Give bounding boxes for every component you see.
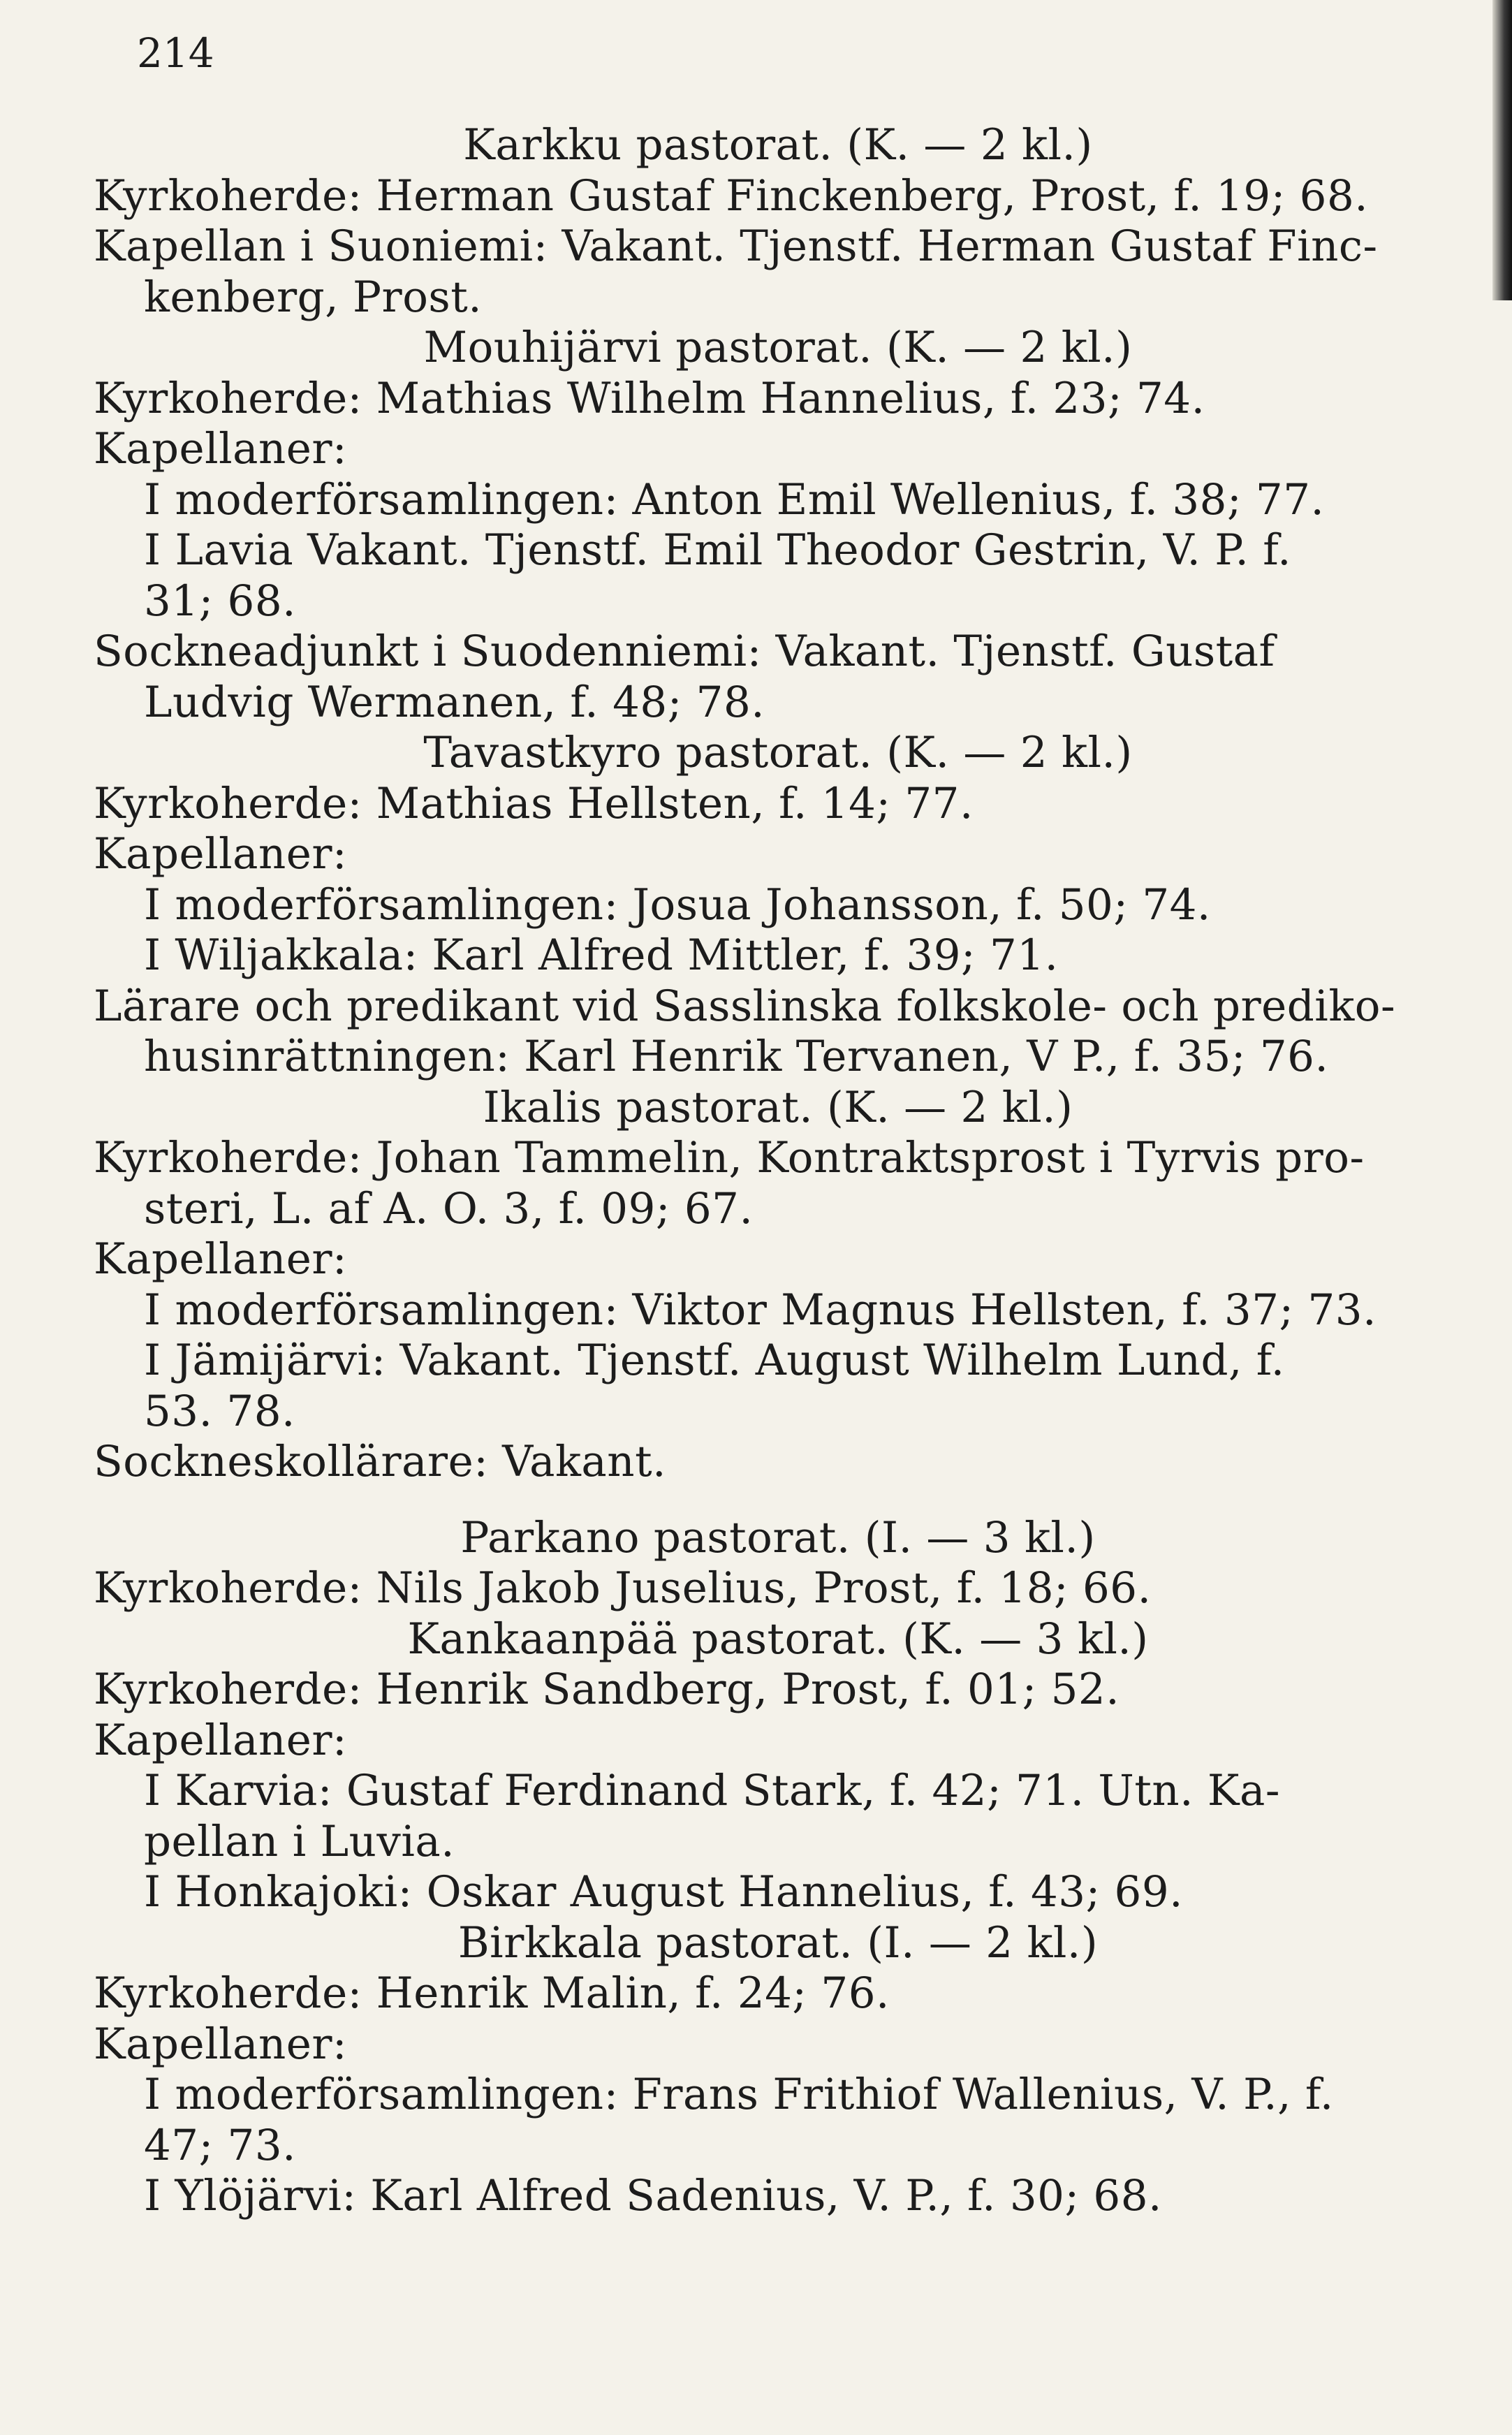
text-block [94, 120, 1462, 2222]
text-line: I moderförsamlingen: Josua Johansson, f. 50; 74. [144, 879, 1211, 930]
section-heading: Kankaanpää pastorat. (K. — 3 kl.) [407, 1614, 1149, 1664]
text-line: Kapellaner: [94, 829, 348, 879]
text-line: I Honkajoki: Oskar August Hannelius, f. 43; 69. [144, 1867, 1184, 1917]
text-line: 47; 73. [144, 2120, 297, 2170]
section-gap [94, 1488, 1462, 1513]
text-line: Kapellaner: [94, 2019, 348, 2069]
text-line: Sockneadjunkt i Suodenniemi: Vakant. Tjenstf. Gustaf [94, 627, 1275, 676]
text-line: kenberg, Prost. [144, 272, 483, 322]
text-line: I moderförsamlingen: Anton Emil Wellenius, f. 38; 77. [144, 474, 1325, 525]
page-edge-shadow [1492, 0, 1512, 300]
text-line: Kyrkoherde: Mathias Hellsten, f. 14; 77. [94, 778, 974, 828]
text-line: Kapellaner: [94, 1234, 348, 1284]
text-line: I moderförsamlingen: Frans Frithiof Wallenius, V. P., f. [144, 2070, 1334, 2119]
text-line: Kyrkoherde: Nils Jakob Juselius, Prost, f. 18; 66. [94, 1563, 1152, 1613]
text-line: I Wiljakkala: Karl Alfred Mittler, f. 39; 71. [144, 930, 1059, 980]
text-line: Sockneskollärare: Vakant. [94, 1437, 666, 1486]
text-line: I Karvia: Gustaf Ferdinand Stark, f. 42; 71. Utn. Ka- [144, 1766, 1280, 1815]
text-line: I Ylöjärvi: Karl Alfred Sadenius, V. P., f. 30; 68. [144, 2171, 1162, 2221]
text-line: husinrättningen: Karl Henrik Tervanen, V P., f. 35; 76. [144, 1032, 1329, 1081]
section-heading: Karkku pastorat. (K. — 2 kl.) [463, 120, 1093, 170]
text-line: Kapellaner: [94, 1715, 348, 1765]
text-line: I moderförsamlingen: Viktor Magnus Hellsten, f. 37; 73. [144, 1285, 1377, 1335]
text-line: Kyrkoherde: Johan Tammelin, Kontraktsprost i Tyrvis pro- [94, 1133, 1365, 1183]
text-line: Ludvig Wermanen, f. 48; 78. [144, 677, 765, 727]
text-line: Kyrkoherde: Mathias Wilhelm Hannelius, f. 23; 74. [94, 373, 1205, 423]
text-line: Kyrkoherde: Herman Gustaf Finckenberg, Prost, f. 19; 68. [94, 170, 1369, 221]
text-line: Kapellan i Suoniemi: Vakant. Tjenstf. Herman Gustaf Finc- [94, 221, 1378, 271]
section-heading: Mouhijärvi pastorat. (K. — 2 kl.) [423, 323, 1133, 372]
text-line: Kapellaner: [94, 424, 348, 474]
text-line: Kyrkoherde: Henrik Malin, f. 24; 76. [94, 1968, 890, 2018]
text-line: Lärare och predikant vid Sasslinska folkskole- och prediko- [94, 981, 1396, 1031]
page-number: 214 [137, 29, 214, 77]
text-line: 31; 68. [144, 576, 297, 626]
section-heading: Ikalis pastorat. (K. — 2 kl.) [483, 1082, 1073, 1132]
text-line: I Lavia Vakant. Tjenstf. Emil Theodor Gestrin, V. P. f. [144, 525, 1292, 575]
text-line: steri, L. af A. O. 3, f. 09; 67. [144, 1183, 754, 1234]
text-line: Kyrkoherde: Henrik Sandberg, Prost, f. 01; 52. [94, 1665, 1120, 1714]
section-heading: Tavastkyro pastorat. (K. — 2 kl.) [423, 728, 1133, 777]
text-line: I Jämijärvi: Vakant. Tjenstf. August Wilhelm Lund, f. [144, 1336, 1285, 1385]
section-heading: Birkkala pastorat. (I. — 2 kl.) [457, 1917, 1099, 1968]
text-line: pellan i Luvia. [144, 1816, 455, 1866]
section-heading: Parkano pastorat. (I. — 3 kl.) [460, 1512, 1096, 1563]
text-line: 53. 78. [144, 1386, 295, 1436]
